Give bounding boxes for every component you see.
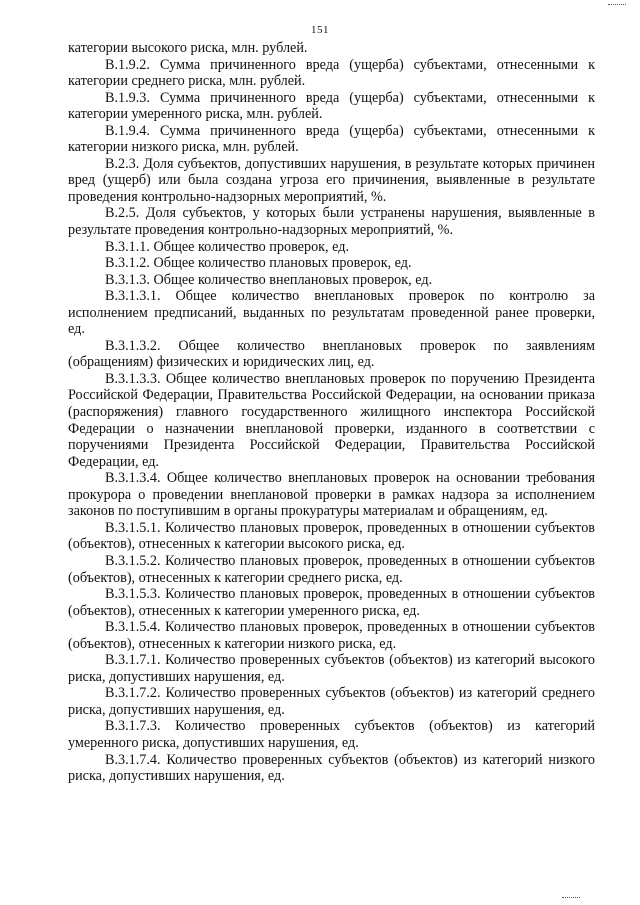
paragraph: В.3.1.5.1. Количество плановых проверок, проведенных в отношении субъектов (объектов), отнесенных к категории высокого риска, ед. [68, 519, 595, 553]
paragraph: В.1.9.4. Сумма причиненного вреда (ущерба) субъектами, отнесенными к категории низкого риска, млн. рублей. [68, 122, 595, 156]
paragraph: В.3.1.3.3. Общее количество внеплановых проверок по поручению Президента Российской Федерации, Правительства Российской Федерации, на основании приказа (распоряжения) главного государственного жилищного инспектора Российской Федерации о назначении внеплановой проверки, изданного в соответствии с поручениями Президента Российской Федерации, Правительства Российской Федерации, ед. [68, 370, 595, 470]
paragraph: В.3.1.7.3. Количество проверенных субъектов (объектов) из категорий умеренного риска, допустивших нарушения, ед. [68, 718, 595, 751]
paragraph: В.3.1.3. Общее количество внеплановых проверок, ед. [105, 271, 433, 288]
paragraph: В.1.9.3. Сумма причиненного вреда (ущерба) субъектами, отнесенными к категории умеренного риска, млн. рублей. [68, 89, 595, 123]
paragraph: В.2.3. Доля субъектов, допустивших нарушения, в результате которых причинен вред (ущерб) или была создана угроза его причинения, выявленные в результате проведения контрольно-надзорных мероприятий, %. [68, 155, 595, 205]
page-number: 151 [311, 24, 329, 36]
paragraph: В.3.1.1. Общее количество проверок, ед. [105, 238, 350, 255]
paragraph: В.3.1.5.4. Количество плановых проверок, проведенных в отношении субъектов (объектов), отнесенных к категории низкого риска, ед. [68, 619, 595, 652]
paragraph: В.3.1.2. Общее количество плановых проверок, ед. [105, 255, 412, 272]
paragraph: В.3.1.5.2. Количество плановых проверок, проведенных в отношении субъектов (объектов), отнесенных к категории среднего риска, ед. [68, 552, 595, 586]
paragraph: В.3.1.3.1. Общее количество внеплановых проверок по контролю за исполнением предписаний, выданных по результатам проведенной ранее проверки, ед. [68, 288, 595, 338]
document-body [68, 40, 595, 785]
paragraph: категории высокого риска, млн. рублей. [68, 40, 308, 56]
paragraph: В.1.9.2. Сумма причиненного вреда (ущерба) субъектами, отнесенными к категории среднего риска, млн. рублей. [68, 56, 595, 90]
paragraph: В.3.1.7.4. Количество проверенных субъектов (объектов) из категорий низкого риска, допустивших нарушения, ед. [68, 751, 595, 785]
paragraph: В.3.1.7.2. Количество проверенных субъектов (объектов) из категорий среднего риска, допустивших нарушения, ед. [68, 685, 595, 718]
paragraph: В.3.1.3.4. Общее количество внеплановых проверок на основании требования прокурора о проведении внеплановой проверки в рамках надзора за исполнением законов по поступившим в органы прокуратуры материалам и обращениям, ед. [68, 470, 595, 520]
scan-mark-bottom [562, 897, 580, 900]
paragraph: В.3.1.3.2. Общее количество внеплановых проверок по заявлениям (обращениям) физических и юридических лиц, ед. [68, 337, 595, 371]
paragraph: В.3.1.5.3. Количество плановых проверок, проведенных в отношении субъектов (объектов), отнесенных к категории умеренного риска, ед. [68, 586, 595, 619]
paragraph: В.2.5. Доля субъектов, у которых были устранены нарушения, выявленные в результате проведения контрольно-надзорных мероприятий, %. [68, 205, 595, 239]
scan-mark-top [608, 4, 626, 7]
paragraph: В.3.1.7.1. Количество проверенных субъектов (объектов) из категорий высокого риска, допустивших нарушения, ед. [68, 652, 595, 685]
